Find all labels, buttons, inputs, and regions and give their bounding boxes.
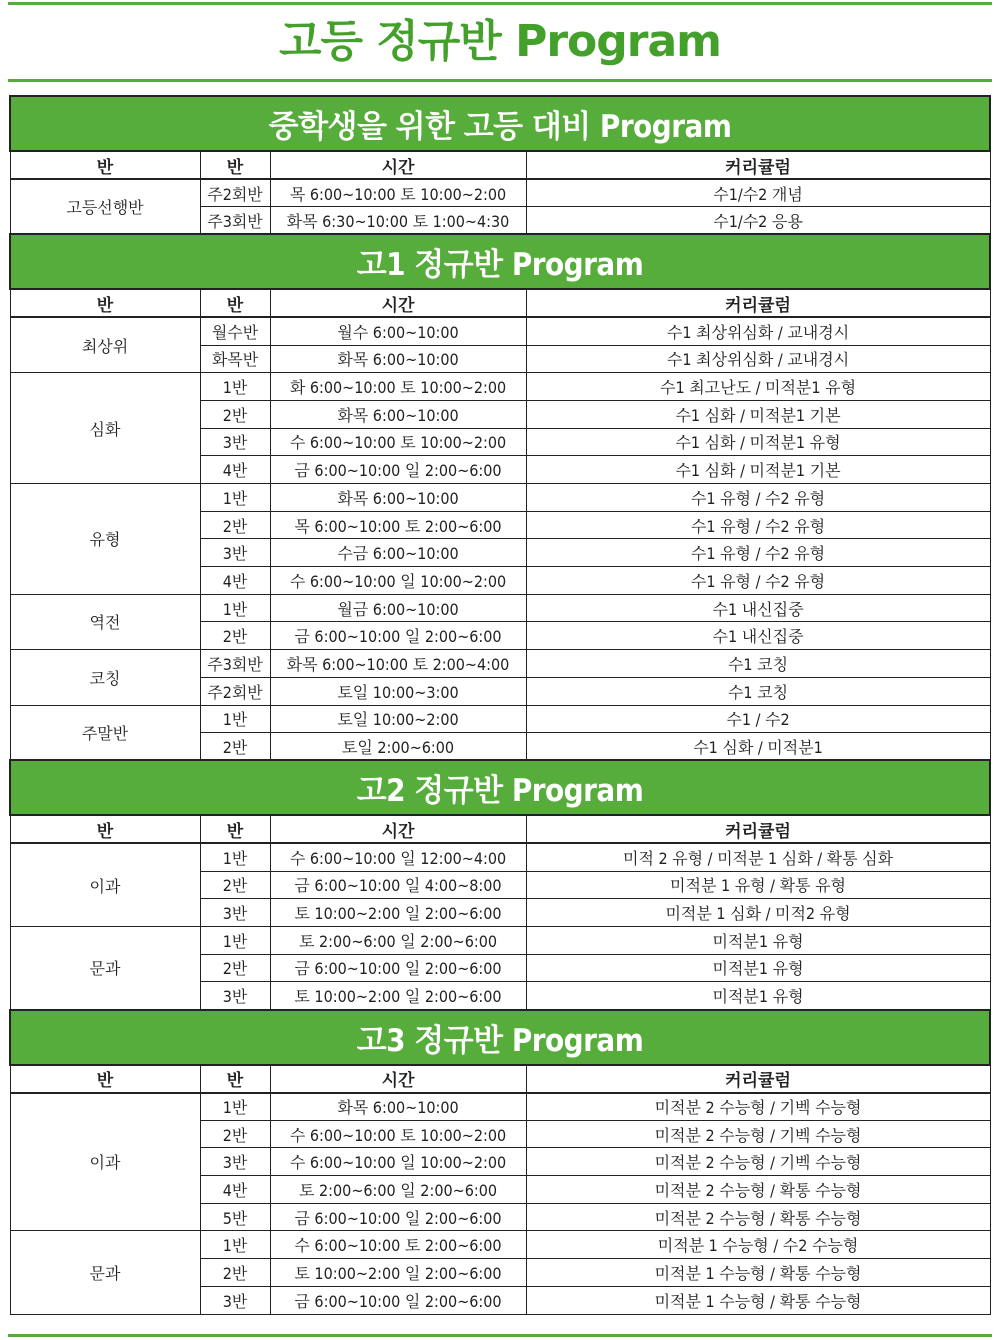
curriculum-cell: 수1/수2 응용	[526, 207, 990, 235]
curriculum-cell: 수1 코칭	[526, 677, 990, 705]
time-cell: 월수 6:00~10:00	[270, 317, 526, 345]
time-cell: 화목 6:30~10:00 토 1:00~4:30	[270, 207, 526, 235]
column-header-row	[10, 151, 990, 179]
class-cell: 2반	[200, 733, 270, 761]
table-row	[10, 484, 990, 512]
section-header-row	[10, 760, 990, 815]
class-cell: 3반	[200, 539, 270, 567]
time-cell: 금 6:00~10:00 일 2:00~6:00	[270, 456, 526, 484]
class-cell: 월수반	[200, 317, 270, 345]
class-cell: 4반	[200, 567, 270, 595]
class-cell: 1반	[200, 843, 270, 871]
title-underline	[8, 79, 992, 82]
curriculum-cell: 수1 코칭	[526, 650, 990, 678]
class-cell: 1반	[200, 594, 270, 622]
table-row	[10, 1093, 990, 1121]
group-name-cell: 문과	[10, 926, 200, 1009]
time-cell: 월금 6:00~10:00	[270, 594, 526, 622]
curriculum-cell: 수1 심화 / 미적분1 기본	[526, 400, 990, 428]
col-header-time: 시간	[270, 289, 526, 317]
table-row	[10, 926, 990, 954]
time-cell: 수금 6:00~10:00	[270, 539, 526, 567]
table-row	[10, 650, 990, 678]
time-cell: 토 10:00~2:00 일 2:00~6:00	[270, 982, 526, 1010]
curriculum-cell: 수1 심화 / 미적분1	[526, 733, 990, 761]
table-row	[10, 843, 990, 871]
table-row	[10, 1231, 990, 1259]
section-title: 고1 정규반 Program	[10, 234, 990, 289]
group-name-cell: 이과	[10, 1093, 200, 1231]
time-cell: 토 2:00~6:00 일 2:00~6:00	[270, 926, 526, 954]
group-name-cell: 고등선행반	[10, 179, 200, 234]
curriculum-cell: 미적분 1 수능형 / 수2 수능형	[526, 1231, 990, 1259]
time-cell: 화목 6:00~10:00	[270, 400, 526, 428]
class-cell: 4반	[200, 456, 270, 484]
time-cell: 토일 10:00~3:00	[270, 677, 526, 705]
col-header-curriculum: 커리큘럼	[526, 1065, 990, 1093]
group-name-cell: 심화	[10, 373, 200, 484]
curriculum-cell: 미적분 2 수능형 / 확통 수능형	[526, 1203, 990, 1231]
section-title: 중학생을 위한 고등 대비 Program	[10, 96, 990, 151]
time-cell: 수 6:00~10:00 토 2:00~6:00	[270, 1231, 526, 1259]
curriculum-cell: 수1 최고난도 / 미적분1 유형	[526, 373, 990, 401]
curriculum-cell: 수1 심화 / 미적분1 기본	[526, 456, 990, 484]
col-header-class: 반	[200, 289, 270, 317]
time-cell: 금 6:00~10:00 일 4:00~8:00	[270, 871, 526, 899]
section-header-row	[10, 96, 990, 151]
class-cell: 2반	[200, 954, 270, 982]
table-row	[10, 705, 990, 733]
class-cell: 3반	[200, 1148, 270, 1176]
class-cell: 2반	[200, 400, 270, 428]
col-header-group: 반	[10, 151, 200, 179]
class-cell: 주2회반	[200, 179, 270, 207]
table-row	[10, 373, 990, 401]
time-cell: 수 6:00~10:00 일 10:00~2:00	[270, 1148, 526, 1176]
time-cell: 수 6:00~10:00 토 10:00~2:00	[270, 428, 526, 456]
curriculum-cell: 수1 유형 / 수2 유형	[526, 511, 990, 539]
curriculum-cell: 수1 내신집중	[526, 594, 990, 622]
class-cell: 3반	[200, 982, 270, 1010]
curriculum-cell: 미적분 2 수능형 / 기벡 수능형	[526, 1120, 990, 1148]
time-cell: 화목 6:00~10:00 토 2:00~4:00	[270, 650, 526, 678]
page-title: 고등 정규반 Program	[278, 16, 722, 67]
curriculum-cell: 미적분1 유형	[526, 954, 990, 982]
group-name-cell: 문과	[10, 1231, 200, 1314]
table-row	[10, 594, 990, 622]
curriculum-cell: 수1 내신집중	[526, 622, 990, 650]
time-cell: 수 6:00~10:00 일 10:00~2:00	[270, 567, 526, 595]
group-name-cell: 유형	[10, 484, 200, 595]
curriculum-cell: 미적분1 유형	[526, 926, 990, 954]
section-title: 고3 정규반 Program	[10, 1010, 990, 1065]
time-cell: 화목 6:00~10:00	[270, 484, 526, 512]
schedule-table	[9, 95, 991, 1315]
class-cell: 3반	[200, 1286, 270, 1314]
curriculum-cell: 미적분 1 수능형 / 확통 수능형	[526, 1259, 990, 1287]
class-cell: 1반	[200, 484, 270, 512]
group-name-cell: 코칭	[10, 650, 200, 705]
col-header-group: 반	[10, 289, 200, 317]
class-cell: 주3회반	[200, 650, 270, 678]
col-header-group: 반	[10, 1065, 200, 1093]
col-header-class: 반	[200, 151, 270, 179]
curriculum-cell: 미적 2 유형 / 미적분 1 심화 / 확통 심화	[526, 843, 990, 871]
section-title: 고2 정규반 Program	[10, 760, 990, 815]
curriculum-cell: 미적분 1 유형 / 확통 유형	[526, 871, 990, 899]
time-cell: 금 6:00~10:00 일 2:00~6:00	[270, 954, 526, 982]
time-cell: 수 6:00~10:00 일 12:00~4:00	[270, 843, 526, 871]
curriculum-cell: 미적분 1 수능형 / 확통 수능형	[526, 1286, 990, 1314]
curriculum-cell: 수1 유형 / 수2 유형	[526, 567, 990, 595]
curriculum-cell: 수1 / 수2	[526, 705, 990, 733]
time-cell: 수 6:00~10:00 토 10:00~2:00	[270, 1120, 526, 1148]
class-cell: 5반	[200, 1203, 270, 1231]
curriculum-cell: 수1 유형 / 수2 유형	[526, 539, 990, 567]
class-cell: 4반	[200, 1176, 270, 1204]
col-header-curriculum: 커리큘럼	[526, 151, 990, 179]
class-cell: 2반	[200, 1259, 270, 1287]
curriculum-cell: 수1/수2 개념	[526, 179, 990, 207]
col-header-curriculum: 커리큘럼	[526, 815, 990, 843]
class-cell: 3반	[200, 899, 270, 927]
group-name-cell: 주말반	[10, 705, 200, 760]
time-cell: 토 10:00~2:00 일 2:00~6:00	[270, 1259, 526, 1287]
class-cell: 화목반	[200, 345, 270, 373]
curriculum-cell: 수1 최상위심화 / 교내경시	[526, 345, 990, 373]
table-row	[10, 317, 990, 345]
class-cell: 2반	[200, 1120, 270, 1148]
class-cell: 1반	[200, 705, 270, 733]
group-name-cell: 최상위	[10, 317, 200, 372]
curriculum-cell: 수1 최상위심화 / 교내경시	[526, 317, 990, 345]
group-name-cell: 이과	[10, 843, 200, 926]
curriculum-cell: 수1 유형 / 수2 유형	[526, 484, 990, 512]
class-cell: 1반	[200, 1231, 270, 1259]
curriculum-cell: 미적분 2 수능형 / 기벡 수능형	[526, 1148, 990, 1176]
curriculum-cell: 미적분 1 심화 / 미적2 유형	[526, 899, 990, 927]
column-header-row	[10, 289, 990, 317]
time-cell: 화목 6:00~10:00	[270, 1093, 526, 1121]
bottom-rule	[8, 1334, 992, 1337]
col-header-time: 시간	[270, 1065, 526, 1093]
curriculum-cell: 미적분 2 수능형 / 기벡 수능형	[526, 1093, 990, 1121]
class-cell: 주3회반	[200, 207, 270, 235]
time-cell: 화목 6:00~10:00	[270, 345, 526, 373]
column-header-row	[10, 1065, 990, 1093]
class-cell: 1반	[200, 373, 270, 401]
col-header-group: 반	[10, 815, 200, 843]
time-cell: 금 6:00~10:00 일 2:00~6:00	[270, 622, 526, 650]
time-cell: 목 6:00~10:00 토 10:00~2:00	[270, 179, 526, 207]
class-cell: 2반	[200, 622, 270, 650]
time-cell: 토일 10:00~2:00	[270, 705, 526, 733]
time-cell: 토일 2:00~6:00	[270, 733, 526, 761]
section-header-row	[10, 1010, 990, 1065]
curriculum-cell: 미적분1 유형	[526, 982, 990, 1010]
class-cell: 1반	[200, 1093, 270, 1121]
curriculum-cell: 수1 심화 / 미적분1 유형	[526, 428, 990, 456]
col-header-class: 반	[200, 815, 270, 843]
curriculum-cell: 미적분 2 수능형 / 확통 수능형	[526, 1176, 990, 1204]
time-cell: 목 6:00~10:00 토 2:00~6:00	[270, 511, 526, 539]
class-cell: 3반	[200, 428, 270, 456]
col-header-class: 반	[200, 1065, 270, 1093]
class-cell: 1반	[200, 926, 270, 954]
class-cell: 2반	[200, 511, 270, 539]
top-rule	[8, 2, 992, 5]
group-name-cell: 역전	[10, 594, 200, 649]
col-header-time: 시간	[270, 151, 526, 179]
section-header-row	[10, 234, 990, 289]
time-cell: 토 10:00~2:00 일 2:00~6:00	[270, 899, 526, 927]
time-cell: 화 6:00~10:00 토 10:00~2:00	[270, 373, 526, 401]
col-header-curriculum: 커리큘럼	[526, 289, 990, 317]
time-cell: 금 6:00~10:00 일 2:00~6:00	[270, 1286, 526, 1314]
col-header-time: 시간	[270, 815, 526, 843]
time-cell: 토 2:00~6:00 일 2:00~6:00	[270, 1176, 526, 1204]
class-cell: 주2회반	[200, 677, 270, 705]
time-cell: 금 6:00~10:00 일 2:00~6:00	[270, 1203, 526, 1231]
table-row	[10, 179, 990, 207]
column-header-row	[10, 815, 990, 843]
class-cell: 2반	[200, 871, 270, 899]
